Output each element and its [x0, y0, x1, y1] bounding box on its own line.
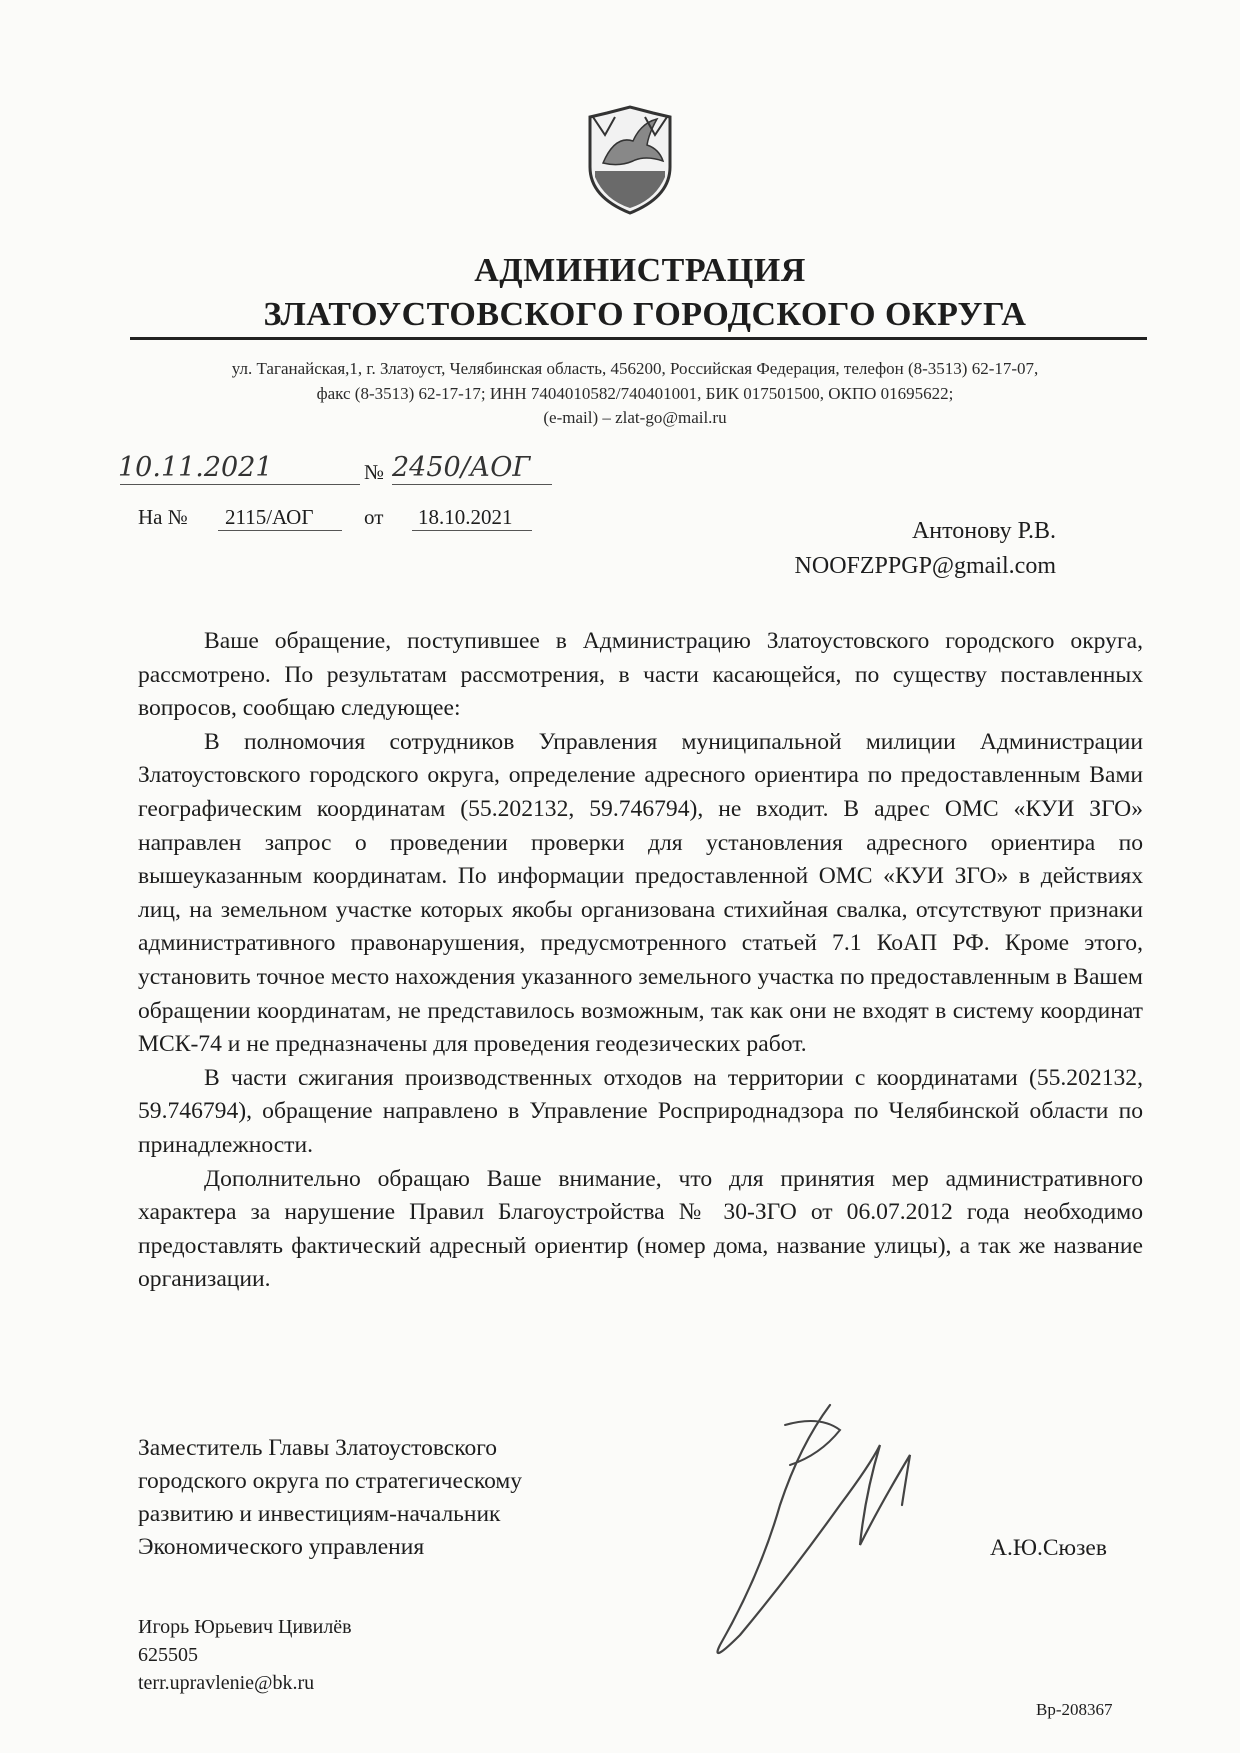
reference-number: 2115/АОГ [225, 505, 314, 529]
handwritten-date: 10.11.2021 [118, 452, 273, 483]
position-line: Экономического управления [138, 1534, 425, 1560]
signatory-position [138, 1432, 522, 1564]
executor-email: terr.upravlenie@bk.ru [138, 1672, 315, 1694]
position-line: развитию и инвестициям-начальник [138, 1501, 501, 1527]
executor-phone: 625505 [138, 1644, 198, 1666]
org-title-line1: АДМИНИСТРАЦИЯ [474, 252, 806, 289]
body-paragraph: Дополнительно обращаю Ваше внимание, что для принятия мер административного характера за нарушение Правил Благоустройства № 30-ЗГО от 06.07.2012 года необходимо предоставлять фактический адресный ориентир (номер дома, название улицы), а так же название организации. [138, 1165, 1143, 1293]
body-paragraph: В полномочия сотрудников Управления муниципальной милиции Администрации Златоустовского городского округа, определение адресного ориентира по предоставленным Вами географическим координатам (55.202132, 59.746794), не входит. В адрес ОМС «КУИ ЗГО» направлен запрос о проведении проверки для установления адресного ориентира по вышеуказанным координатам. По информации предоставленной ОМС «КУИ ЗГО» в действиях лиц, на земельном участке которых якобы организована стихийная свалка, отсутствуют признаки административного правонарушения, предусмотренного статьей 7.1 КоАП РФ. Кроме этого, установить точное место нахождения указанного земельного участка по предоставленным в Вашем обращении координатам, не представилось возможным, так как они не входят в систему координат МСК-74 и не предназначены для проведения геодезических работ. [138, 728, 1143, 1058]
number-underline [392, 484, 552, 485]
org-title-line2: ЗЛАТОУСТОВСКОГО ГОРОДСКОГО ОКРУГА [263, 296, 1027, 333]
document-code: Вр-208367 [1036, 1700, 1113, 1719]
handwritten-signature [680, 1385, 970, 1675]
number-label: № [364, 460, 385, 484]
letter-body [138, 625, 1143, 1297]
body-paragraph: В части сжигания производственных отходов на территории с координатами (55.202132, 59.746794), обращение направлено в Управление Росприроднадзора по Челябинской области по принадлежности. [138, 1064, 1143, 1158]
reference-label: На № [138, 505, 188, 529]
reference-date: 18.10.2021 [418, 505, 513, 529]
position-line: Заместитель Главы Златоустовского [138, 1435, 498, 1461]
signatory-name: А.Ю.Сюзев [990, 1535, 1107, 1561]
reference-from-label: от [364, 505, 384, 529]
address-line2: факс (8-3513) 62-17-17; ИНН 7404010582/740401001, БИК 017501500, ОКПО 01695622; [316, 384, 954, 403]
executor-name: Игорь Юрьевич Цивилёв [138, 1616, 352, 1638]
address-line1: ул. Таганайская,1, г. Златоуст, Челябинская область, 456200, Российская Федерация, телефон (8-3513) 62-17-07, [231, 359, 1039, 378]
coat-of-arms-emblem [585, 105, 675, 215]
handwritten-number: 2450/АОГ [392, 452, 531, 483]
body-paragraph: Ваше обращение, поступившее в Администрацию Златоустовского городского округа, рассмотрено. По результатам рассмотрения, в части касающейся, по существу поставленных вопросов, сообщаю следующее: [138, 628, 1143, 722]
ref-number-underline [218, 530, 342, 531]
address-line3: (e-mail) – zlat-go@mail.ru [543, 408, 727, 427]
executor-info [138, 1613, 352, 1697]
ref-date-underline [412, 530, 532, 531]
header-divider [130, 337, 1147, 340]
position-line: городского округа по стратегическому [138, 1468, 523, 1494]
addressee-email: NOOFZPPGP@gmail.com [794, 553, 1056, 579]
addressee-name: Антонову Р.В. [911, 518, 1056, 544]
date-underline [120, 484, 360, 485]
